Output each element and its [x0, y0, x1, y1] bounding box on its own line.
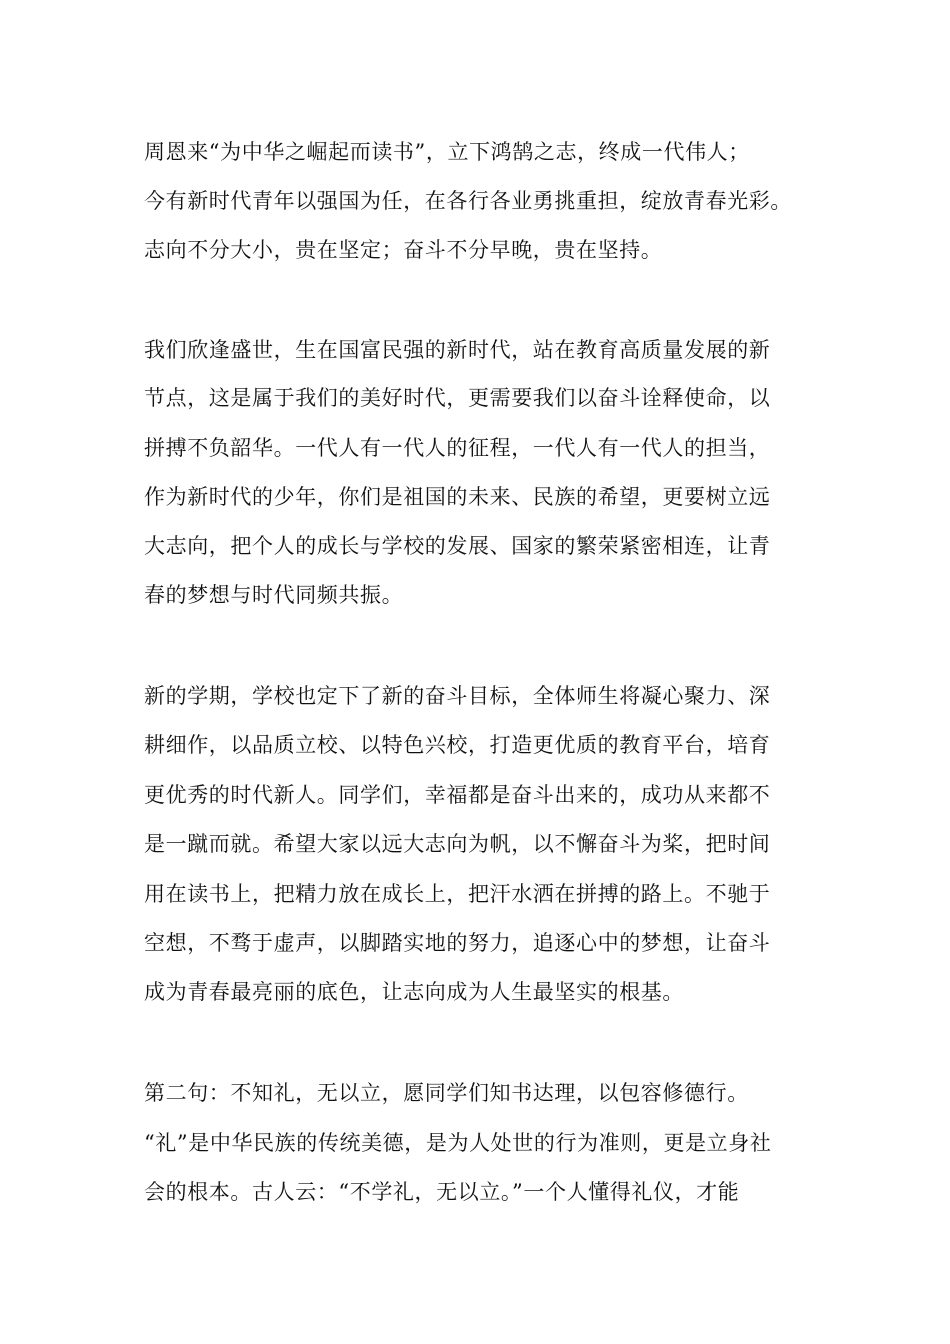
text-line: 新的学期，学校也定下了新的奋斗目标，全体师生将凝心聚力、深 [144, 684, 771, 708]
text-line: 耕细作，以品质立校、以特色兴校，打造更优质的教育平台，培育 [144, 733, 771, 757]
text-line: 今有新时代青年以强国为任，在各行各业勇挑重担，绽放青春光彩。 [144, 189, 792, 213]
text-line: 用在读书上，把精力放在成长上，把汗水洒在拼搏的路上。不驰于 [144, 882, 771, 906]
text-line: 节点，这是属于我们的美好时代，更需要我们以奋斗诠释使命，以 [144, 386, 771, 410]
text-line: 我们欣逢盛世，生在国富民强的新时代，站在教育高质量发展的新 [144, 338, 771, 362]
text-line: 会的根本。古人云：“不学礼，无以立。”一个人懂得礼仪，才能 [144, 1180, 740, 1204]
text-line: 拼搏不负韶华。一代人有一代人的征程，一代人有一代人的担当， [144, 436, 771, 460]
text-line: 是一蹴而就。希望大家以远大志向为帆，以不懈奋斗为桨，把时间 [144, 832, 771, 856]
text-line: 志向不分大小，贵在坚定；奋斗不分早晚，贵在坚持。 [144, 238, 663, 262]
text-line: 周恩来“为中华之崛起而读书”，立下鸿鹄之志，终成一代伟人； [144, 140, 750, 164]
text-line: 大志向，把个人的成长与学校的发展、国家的繁荣紧密相连，让青 [144, 534, 771, 558]
text-line: 第二句：不知礼，无以立，愿同学们知书达理，以包容修德行。 [144, 1081, 749, 1105]
text-line: “礼”是中华民族的传统美德，是为人处世的行为准则，更是立身社 [144, 1131, 772, 1155]
text-line: 春的梦想与时代同频共振。 [144, 583, 404, 607]
text-line: 作为新时代的少年，你们是祖国的未来、民族的希望，更要树立远 [144, 485, 771, 509]
text-line: 更优秀的时代新人。同学们，幸福都是奋斗出来的，成功从来都不 [144, 783, 771, 807]
text-line: 空想，不骛于虚声，以脚踏实地的努力，追逐心中的梦想，让奋斗 [144, 931, 771, 955]
text-line: 成为青春最亮丽的底色，让志向成为人生最坚实的根基。 [144, 980, 684, 1004]
